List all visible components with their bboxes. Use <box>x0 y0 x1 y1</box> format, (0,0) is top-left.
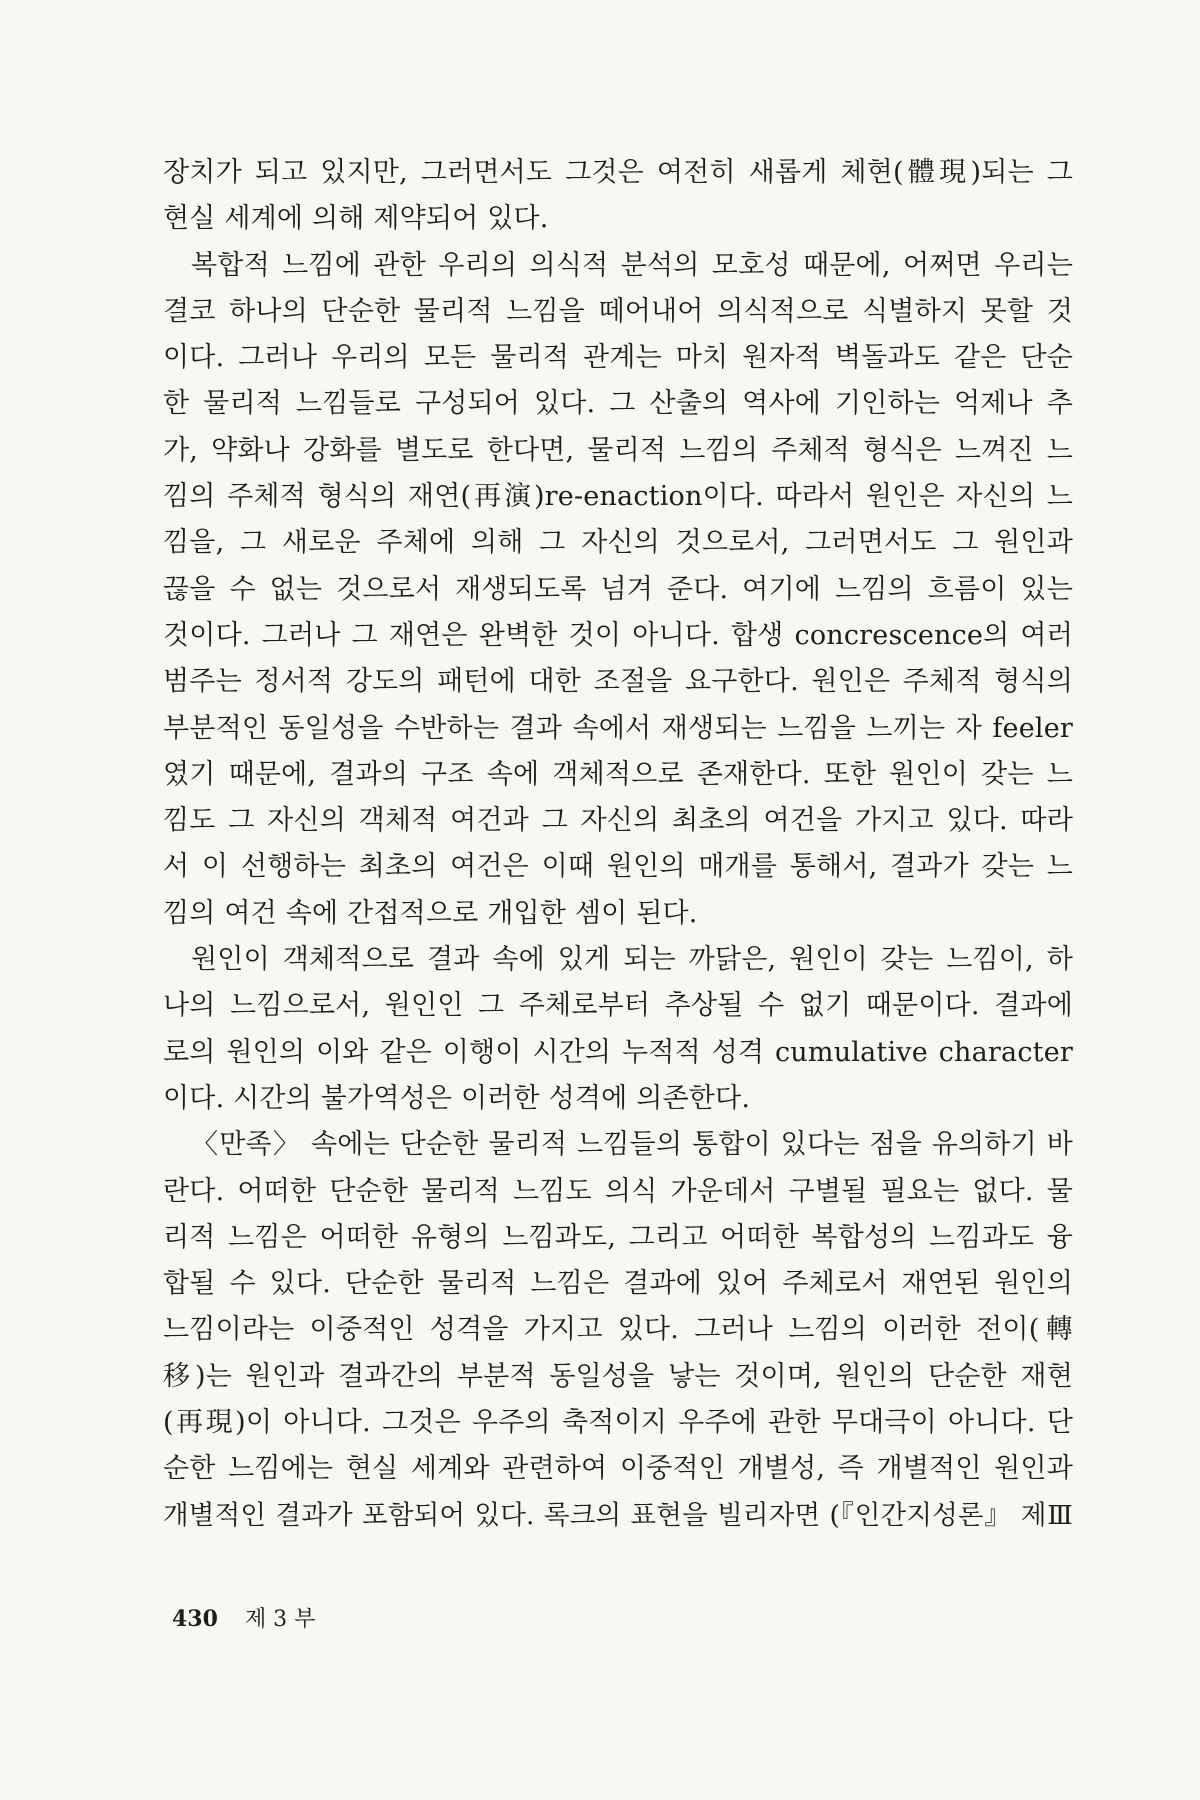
page-number: 430 <box>172 1606 218 1632</box>
text-line: 란다. 어떠한 단순한 물리적 느낌도 의식 가운데서 구별될 필요는 없다. 물 <box>163 1175 1073 1207</box>
text-line: 移)는 원인과 결과간의 부분적 동일성을 낳는 것이며, 원인의 단순한 재현 <box>163 1360 1073 1392</box>
text-line: 이다. 시간의 불가역성은 이러한 성격에 의존한다. <box>163 1082 751 1114</box>
text-line: 였기 때문에, 결과의 구조 속에 객체적으로 존재한다. 또한 원인이 갖는 느 <box>163 758 1073 790</box>
text-line: 복합적 느낌에 관한 우리의 의식적 분석의 모호성 때문에, 어쩌면 우리는 <box>191 249 1073 281</box>
text-line: 서 이 선행하는 최초의 여건은 이때 원인의 매개를 통해서, 결과가 갖는 느 <box>163 851 1073 883</box>
text-line: 원인이 객체적으로 결과 속에 있게 되는 까닭은, 원인이 갖는 느낌이, 하 <box>191 944 1073 976</box>
text-line: 낌의 여건 속에 간접적으로 개입한 셈이 된다. <box>163 897 698 929</box>
text-line: 범주는 정서적 강도의 패턴에 대한 조절을 요구한다. 원인은 주체적 형식의 <box>163 666 1073 698</box>
text-line: 것이다. 그러나 그 재연은 완벽한 것이 아니다. 합생 concrescence의 여러 <box>163 619 1073 651</box>
text-line: 나의 느낌으로서, 원인인 그 주체로부터 추상될 수 없기 때문이다. 결과에 <box>163 990 1073 1022</box>
text-line: 장치가 되고 있지만, 그러면서도 그것은 여전히 새롭게 체현(體現)되는 그 <box>163 157 1073 188</box>
text-line: 느낌이라는 이중적인 성격을 가지고 있다. 그러나 느낌의 이러한 전이(轉 <box>163 1314 1073 1346</box>
text-line: 순한 느낌에는 현실 세계와 관련하여 이중적인 개별성, 즉 개별적인 원인과 <box>163 1453 1073 1485</box>
text-line: 리적 느낌은 어떠한 유형의 느낌과도, 그리고 어떠한 복합성의 느낌과도 융 <box>163 1221 1073 1253</box>
text-line: 가, 약화나 강화를 별도로 한다면, 물리적 느낌의 주체적 형식은 느껴진 느 <box>163 434 1073 466</box>
text-line: 낌도 그 자신의 객체적 여건과 그 자신의 최초의 여건을 가지고 있다. 따라 <box>163 805 1073 837</box>
text-line: 개별적인 결과가 포함되어 있다. 록크의 표현을 빌리자면 (『인간지성론』 제Ⅲ <box>163 1499 1073 1531</box>
text-line: 한 물리적 느낌들로 구성되어 있다. 그 산출의 역사에 기인하는 억제나 추 <box>163 388 1073 420</box>
page-footer <box>172 1602 315 1633</box>
text-line: 낌의 주체적 형식의 재연(再演)re-enaction이다. 따라서 원인은 자신의 느 <box>163 481 1073 513</box>
text-line: 끊을 수 없는 것으로서 재생되도록 넘겨 준다. 여기에 느낌의 흐름이 있는 <box>163 573 1073 605</box>
body-text <box>163 150 1073 1539</box>
text-line: 현실 세계에 의해 제약되어 있다. <box>163 203 549 235</box>
text-line: 이다. 그러나 우리의 모든 물리적 관계는 마치 원자적 벽돌과도 같은 단순 <box>163 342 1073 374</box>
text-line: (再現)이 아니다. 그것은 우주의 축적이지 우주에 관한 무대극이 아니다. 단 <box>163 1407 1073 1439</box>
text-line: 로의 원인의 이와 같은 이행이 시간의 누적적 성격 cumulative character <box>163 1036 1073 1068</box>
text-line: 결코 하나의 단순한 물리적 느낌을 떼어내어 의식적으로 식별하지 못할 것 <box>163 295 1073 327</box>
text-line: 〈만족〉 속에는 단순한 물리적 느낌들의 통합이 있다는 점을 유의하기 바 <box>191 1129 1073 1161</box>
part-label: 제 3 부 <box>244 1607 316 1632</box>
text-line: 부분적인 동일성을 수반하는 결과 속에서 재생되는 느낌을 느끼는 자 feeler <box>163 712 1073 744</box>
text-line: 합될 수 있다. 단순한 물리적 느낌은 결과에 있어 주체로서 재연된 원인의 <box>163 1268 1073 1300</box>
text-line: 낌을, 그 새로운 주체에 의해 그 자신의 것으로서, 그러면서도 그 원인과 <box>163 527 1073 559</box>
